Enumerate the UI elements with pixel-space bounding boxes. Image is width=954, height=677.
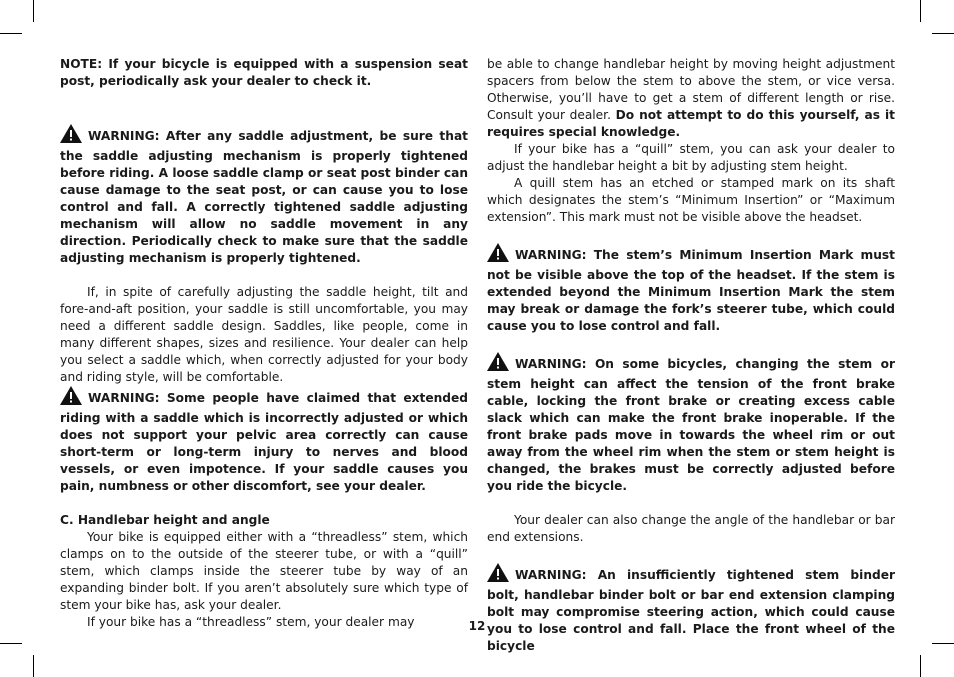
crop-mark-bottom-left-h <box>0 643 22 644</box>
crop-mark-top-left-v <box>33 0 34 22</box>
left-column <box>60 56 468 631</box>
spacers-paragraph: be able to change handlebar height by moving height adjustment spacers from below the stem to above the stem, or vice versa. Otherwise, you’ll have to get a stem of different length or rise. Consult your dealer. Do not attempt to do this yourself, as it requires special knowledge. <box>487 57 896 139</box>
warning-saddle-tightening: WARNING: After any saddle adjustment, be sure that the saddle adjusting mechanism is properly tightened before riding. A loose saddle clamp or seat post binder can cause damage to the seat post, or can cause you to lose control and fall. A correctly tightened saddle adjusting mechanism will allow no saddle movement in any direction. Periodically check to make sure that the saddle adjusting mechanism is properly tightened. <box>60 124 468 267</box>
warning-icon <box>487 352 509 376</box>
saddle-comfort-paragraph: If, in spite of carefully adjusting the saddle height, tilt and fore-and-aft position, your saddle is still uncomfortable, you may need a different saddle design. Saddles, like people, come in many different shapes, sizes and resilience. Your dealer can help you select a saddle which, when correctly adjusted for your body and riding style, will be comfortable. <box>60 285 468 384</box>
right-column <box>487 56 895 655</box>
stem-types-paragraph: Your bike is equipped either with a “threadless” stem, which clamps on to the outside of the steerer tube, or with a “quill” stem, which clamps inside the steerer tube by way of an expanding binder bolt. If you aren’t absolutely sure which type of stem your bike has, ask your dealer. <box>60 530 468 612</box>
crop-mark-bottom-left-v <box>33 655 34 677</box>
warning-icon <box>60 124 82 148</box>
handlebar-angle-paragraph: Your dealer can also change the angle of the handlebar or bar end extensions. <box>487 513 895 544</box>
crop-mark-top-left-h <box>0 33 22 34</box>
warning-icon <box>487 563 509 587</box>
insertion-mark-paragraph: A quill stem has an etched or stamped mark on its shaft which designates the stem’s “Minimum Insertion” or “Maximum extension”. This mark must not be visible above the headset. <box>487 176 895 224</box>
warning-minimum-insertion: WARNING: The stem’s Minimum Insertion Mark must not be visible above the top of the headset. If the stem is extended beyond the Minimum Insertion Mark the stem may break or damage the fork’s steerer tube, which could cause you to lose control and fall. <box>487 243 895 335</box>
quill-stem-paragraph: If your bike has a “quill” stem, you can ask your dealer to adjust the handlebar height a bit by adjusting stem height. <box>487 142 895 173</box>
warning-icon <box>60 386 82 410</box>
warning-brake-cable: WARNING: On some bicycles, changing the stem or stem height can affect the tension of the front brake cable, locking the front brake or creating excess cable slack which can make the front brake inoperable. If the front brake pads move in towards the wheel rim or out away from the wheel rim when the stem or stem height is changed, the brakes must be correctly adjusted before you ride the bicycle. <box>487 352 895 495</box>
page-number: 12 <box>468 619 486 633</box>
section-heading: C. Handlebar height and angle <box>60 513 270 527</box>
threadless-stem-paragraph: If your bike has a “threadless” stem, your dealer may <box>87 615 415 629</box>
crop-mark-bottom-right-h <box>932 643 954 644</box>
warning-icon <box>487 243 509 267</box>
crop-mark-bottom-right-v <box>920 655 921 677</box>
suspension-note: NOTE: If your bicycle is equipped with a suspension seat post, periodically ask your dealer to check it. <box>60 57 468 88</box>
crop-mark-top-right-h <box>932 33 954 34</box>
warning-binder-bolt: WARNING: An insufficiently tightened stem binder bolt, handlebar binder bolt or bar end extension clamping bolt may compromise steering action, which could cause you to lose control and fall. Place the front wheel of the bicycle <box>487 563 895 655</box>
crop-mark-top-right-v <box>920 0 921 22</box>
warning-saddle-injury: WARNING: Some people have claimed that extended riding with a saddle which is incorrectly adjusted or which does not support your pelvic area correctly can cause short-term or long-term injury to nerves and blood vessels, or even impotence. If your saddle causes you pain, numbness or other discomfort, see your dealer. <box>60 386 468 495</box>
